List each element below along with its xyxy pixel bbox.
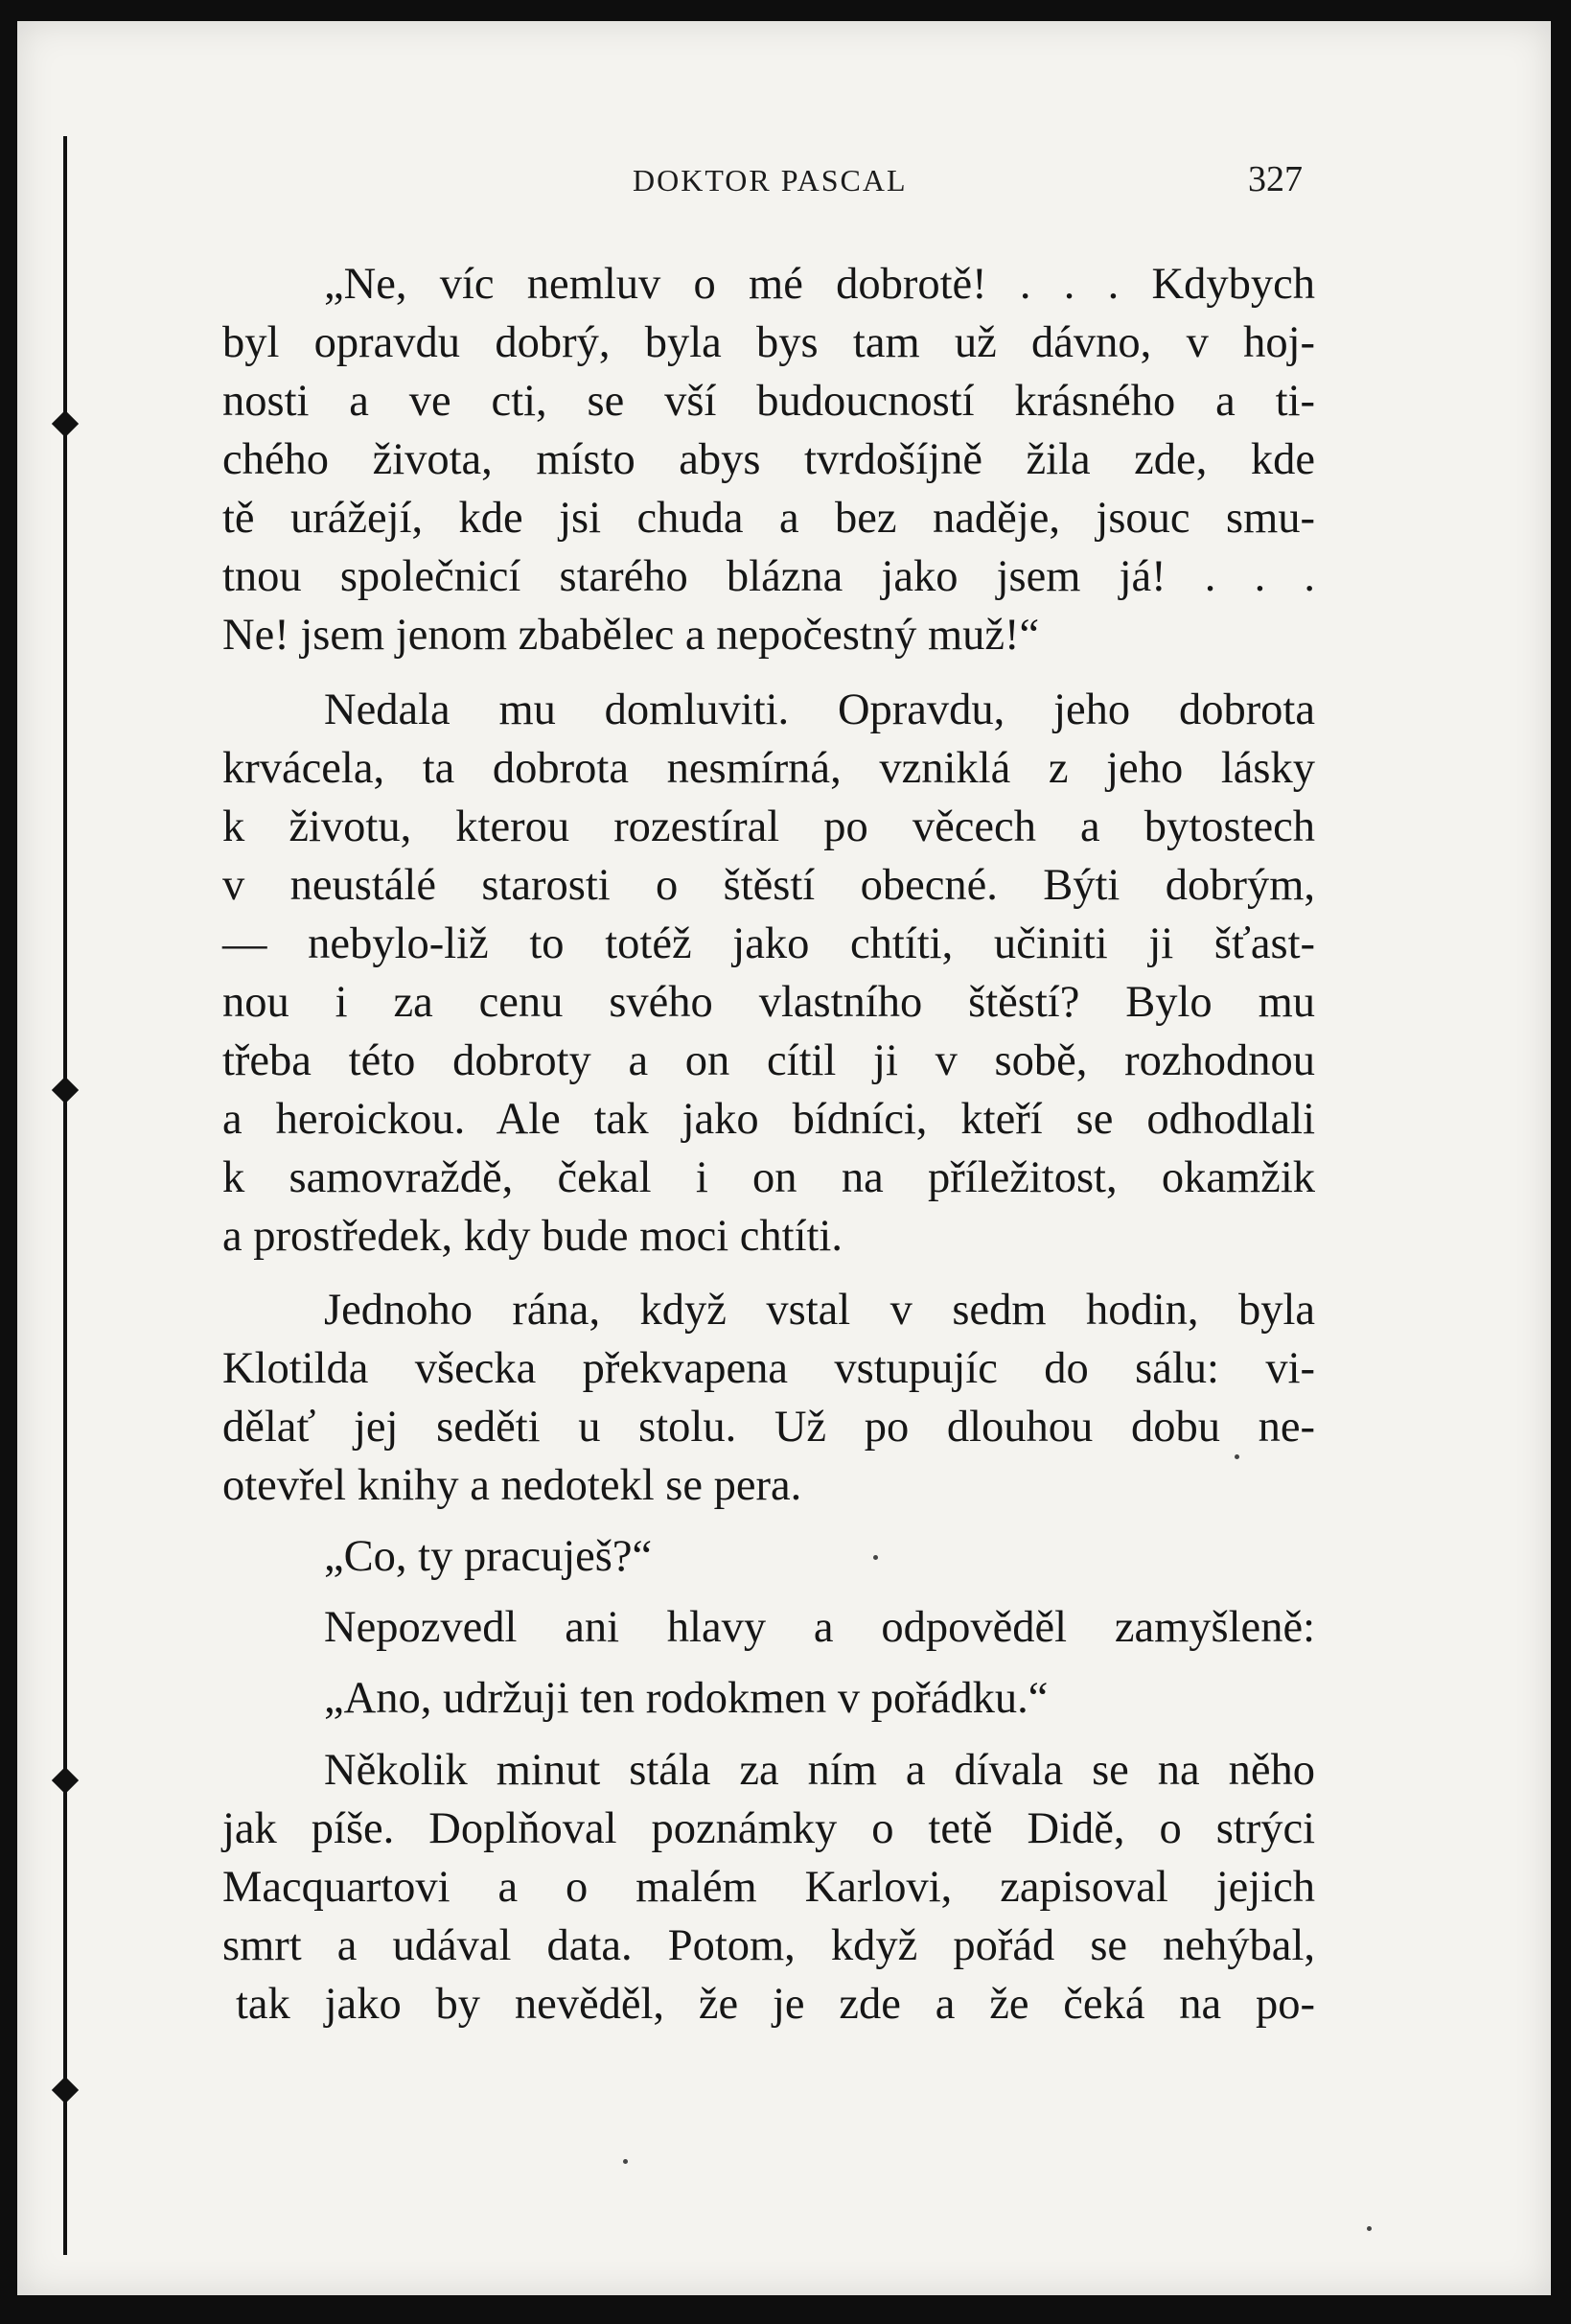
text-line: a prostředek, kdy bude moci chtíti. (222, 1212, 843, 1261)
text-line: Ne! jsem jenom zbabělec a nepočestný muž!“ (222, 611, 1040, 660)
text-line: byl opravdu dobrý, byla bys tam už dávno, v hoj- (222, 318, 1315, 367)
text-line: Nedala mu domluviti. Opravdu, jeho dobrota (324, 686, 1315, 734)
running-head: DOKTOR PASCAL (633, 163, 908, 198)
binding-mark (52, 410, 79, 437)
text-line: dělať jej seděti u stolu. Už po dlouhou dobu ne- (222, 1403, 1315, 1452)
text-line: „Co, ty pracuješ?“ (324, 1532, 653, 1581)
text-line: smrt a udával data. Potom, když pořád se nehýbal, (222, 1921, 1315, 1970)
text-line: tě urážejí, kde jsi chuda a bez naděje, jsouc smu- (222, 494, 1315, 543)
binding-mark (52, 1077, 79, 1104)
text-line: a heroickou. Ale tak jako bídníci, kteří se odhodlali (222, 1095, 1315, 1144)
text-line: „Ne, víc nemluv o mé dobrotě! . . . Kdybych (324, 260, 1315, 309)
paper-speck (623, 2159, 628, 2164)
text-line: nosti a ve cti, se vší budoucností krásného a ti- (222, 377, 1315, 426)
text-line: nou i za cenu svého vlastního štěstí? Bylo mu (222, 978, 1315, 1027)
text-line: v neustálé starosti o štěstí obecné. Býti dobrým, (222, 861, 1315, 910)
text-line: tak jako by nevěděl, že je zde a že čeká na po- (236, 1980, 1315, 2029)
text-line: Několik minut stála za ním a dívala se na něho (324, 1746, 1315, 1795)
text-line: k samovraždě, čekal i on na příležitost, okamžik (222, 1153, 1315, 1202)
text-line: krvácela, ta dobrota nesmírná, vzniklá z jeho lásky (222, 744, 1315, 793)
binding-mark (52, 1767, 79, 1794)
text-line: „Ano, udržuji ten rodokmen v pořádku.“ (324, 1674, 1049, 1723)
text-line: Jednoho rána, když vstal v sedm hodin, byla (324, 1286, 1315, 1335)
binding-edge (63, 136, 67, 2255)
text-line: jak píše. Doplňoval poznámky o tetě Didě, o strýci (222, 1804, 1315, 1853)
text-line: Klotilda všecka překvapena vstupujíc do sálu: vi- (222, 1344, 1315, 1393)
text-line: chého života, místo abys tvrdošíjně žila zde, kde (222, 435, 1315, 484)
text-line: k životu, kterou rozestíral po věcech a bytostech (222, 802, 1315, 851)
text-line: otevřel knihy a nedotekl se pera. (222, 1461, 802, 1510)
page-number: 327 (1248, 159, 1303, 199)
text-line: — nebylo-liž to totéž jako chtíti, učiniti ji šťast- (222, 919, 1315, 968)
text-line: třeba této dobroty a on cítil ji v sobě, rozhodnou (222, 1036, 1315, 1085)
text-line: Macquartovi a o malém Karlovi, zapisoval jejich (222, 1863, 1315, 1912)
binding-mark (52, 2077, 79, 2103)
paper-speck (1367, 2226, 1372, 2231)
text-line: tnou společnicí starého blázna jako jsem já! . . . (222, 552, 1315, 601)
text-line: Nepozvedl ani hlavy a odpověděl zamyšleně: (324, 1603, 1315, 1652)
